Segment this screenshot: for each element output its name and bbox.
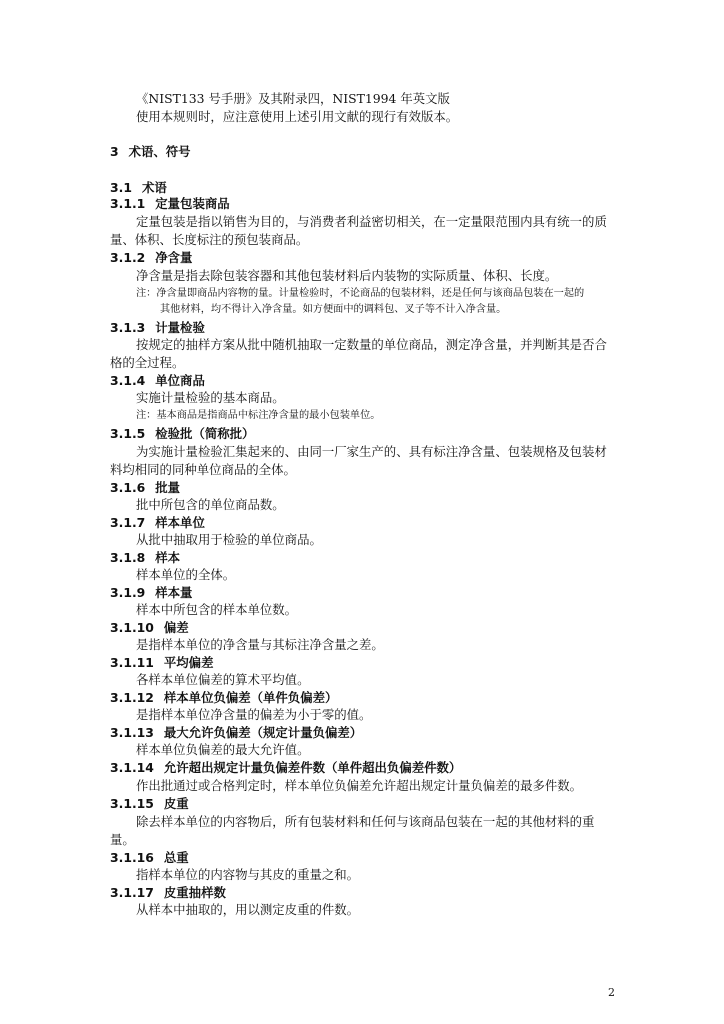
page-number: 2	[608, 986, 615, 999]
term-definition: 实施计量检验的基本商品。	[136, 390, 285, 405]
term-definition: 净含量是指去除包装容器和其他包装材料后内装物的实际质量、体积、长度。	[136, 268, 558, 283]
term-title: 检验批（简称批）	[155, 426, 255, 441]
term-definition: 指样本单位的内容物与其皮的重量之和。	[136, 867, 360, 882]
term-title: 皮重抽样数	[163, 885, 226, 900]
term-title: 批量	[155, 480, 181, 495]
term-title: 样本单位	[155, 515, 205, 530]
term-heading	[110, 760, 461, 776]
term-title: 样本	[155, 550, 181, 565]
term-note-cont: 其他材料，均不得计入净含量。如方便面中的调料包、叉子等不计入净含量。	[160, 304, 507, 315]
intro-line-1: 《NIST133 号手册》及其附录四，NIST1994 年英文版	[136, 91, 450, 106]
term-note: 注：净含量即商品内容物的量。计量检验时，不论商品的包装材料，还是任何与该商品包装在一起的	[136, 288, 585, 299]
term-number: 3.1.8	[110, 550, 146, 565]
term-definition: 是指样本单位净含量的偏差为小于零的值。	[136, 707, 372, 722]
term-title: 允许超出规定计量负偏差件数（单件超出负偏差件数）	[163, 760, 462, 775]
section-title: 术语、符号	[128, 144, 191, 159]
term-heading	[110, 885, 226, 901]
term-title: 皮重	[163, 796, 189, 811]
term-heading	[110, 585, 192, 601]
term-number: 3.1.6	[110, 480, 146, 495]
term-number: 3.1.9	[110, 585, 146, 600]
term-number: 3.1.4	[110, 373, 146, 388]
term-heading	[110, 796, 189, 812]
term-definition-cont: 格的全过程。	[110, 355, 185, 370]
term-definition-cont: 量、体积、长度标注的预包装商品。	[110, 232, 309, 247]
term-title: 最大允许负偏差（规定计量负偏差）	[163, 725, 363, 740]
intro-line-2: 使用本规则时，应注意使用上述引用文献的现行有效版本。	[136, 109, 459, 124]
term-heading	[110, 850, 189, 866]
term-definition-cont: 量。	[110, 832, 135, 847]
term-number: 3.1.14	[110, 760, 154, 775]
term-heading	[110, 426, 254, 442]
term-number: 3.1.1	[110, 196, 146, 211]
term-title: 样本单位负偏差（单件负偏差）	[163, 690, 338, 705]
term-heading	[110, 725, 362, 741]
term-heading	[110, 250, 192, 266]
term-definition: 从样本中抽取的，用以测定皮重的件数。	[136, 902, 360, 917]
term-heading	[110, 550, 180, 566]
term-heading	[110, 373, 205, 389]
term-number: 3.1.7	[110, 515, 146, 530]
section-3-1-heading	[110, 180, 167, 196]
term-title: 平均偏差	[163, 655, 214, 670]
term-title: 定量包装商品	[155, 196, 230, 211]
term-title: 计量检验	[155, 320, 205, 335]
term-heading	[110, 655, 213, 671]
section-title: 术语	[141, 180, 167, 195]
term-number: 3.1.17	[110, 885, 154, 900]
term-heading	[110, 620, 189, 636]
term-number: 3.1.15	[110, 796, 154, 811]
term-definition: 批中所包含的单位商品数。	[136, 497, 285, 512]
term-definition: 样本单位负偏差的最大允许值。	[136, 742, 310, 757]
term-title: 样本量	[155, 585, 193, 600]
term-heading	[110, 196, 230, 212]
section-3-heading	[110, 144, 191, 160]
term-heading	[110, 690, 337, 706]
term-heading	[110, 480, 180, 496]
term-number: 3.1.3	[110, 320, 146, 335]
term-number: 3.1.12	[110, 690, 154, 705]
section-number: 3	[110, 144, 119, 159]
term-definition: 是指样本单位的净含量与其标注净含量之差。	[136, 637, 384, 652]
term-definition: 为实施计量检验汇集起来的、由同一厂家生产的、具有标注净含量、包装规格及包装材	[136, 444, 607, 459]
term-title: 净含量	[155, 250, 193, 265]
term-number: 3.1.2	[110, 250, 146, 265]
term-definition: 样本中所包含的样本单位数。	[136, 602, 298, 617]
term-heading	[110, 320, 205, 336]
term-heading	[110, 515, 205, 531]
term-definition: 按规定的抽样方案从批中随机抽取一定数量的单位商品，测定净含量，并判断其是否合	[136, 337, 607, 352]
section-number: 3.1	[110, 180, 132, 195]
term-definition: 各样本单位偏差的算术平均值。	[136, 672, 310, 687]
term-number: 3.1.13	[110, 725, 154, 740]
term-definition: 样本单位的全体。	[136, 567, 236, 582]
term-title: 偏差	[163, 620, 189, 635]
term-number: 3.1.5	[110, 426, 146, 441]
term-number: 3.1.11	[110, 655, 154, 670]
term-definition: 除去样本单位的内容物后，所有包装材料和任何与该商品包装在一起的其他材料的重	[136, 814, 595, 829]
term-title: 单位商品	[155, 373, 205, 388]
term-number: 3.1.10	[110, 620, 154, 635]
term-definition-cont: 料均相同的同种单位商品的全体。	[110, 462, 296, 477]
term-note: 注：基本商品是指商品中标注净含量的最小包装单位。	[136, 410, 381, 421]
term-number: 3.1.16	[110, 850, 154, 865]
term-title: 总重	[163, 850, 189, 865]
term-definition: 定量包装是指以销售为目的，与消费者利益密切相关，在一定量限范围内具有统一的质	[136, 214, 607, 229]
term-definition: 从批中抽取用于检验的单位商品。	[136, 532, 322, 547]
term-definition: 作出批通过或合格判定时，样本单位负偏差允许超出规定计量负偏差的最多件数。	[136, 778, 583, 793]
